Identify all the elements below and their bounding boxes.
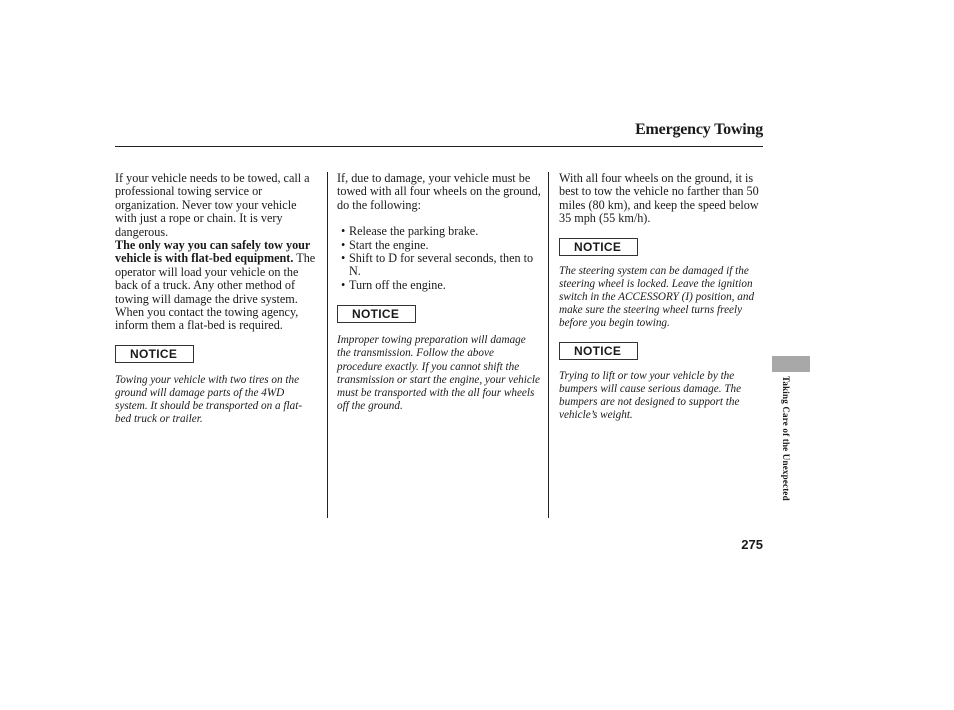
column-divider-2 xyxy=(548,172,549,518)
section-side-label: Taking Care of the Unexpected xyxy=(781,376,791,501)
notice-badge: NOTICE xyxy=(559,238,638,256)
column-3 xyxy=(559,172,765,422)
section-tab-marker xyxy=(772,356,810,372)
notice-badge: NOTICE xyxy=(559,342,638,360)
column-1 xyxy=(115,172,318,427)
header-rule xyxy=(115,146,763,147)
list-item: • Turn off the engine. xyxy=(337,279,541,292)
list-item: • Shift to D for several seconds, then to N. xyxy=(337,252,541,279)
page-number: 275 xyxy=(741,537,763,552)
notice-transmission-text: Improper towing preparation will damage the transmission. Follow the above procedure exactly. If you cannot shift the transmission or start the engine, your vehicle must be transported with the all four wheels off the ground. xyxy=(337,334,540,413)
towing-intro-paragraph: If your vehicle needs to be towed, call a professional towing service or organization. Never tow your vehicle with just a rope or chain. It is very dangerous. xyxy=(115,171,310,239)
page-title: Emergency Towing xyxy=(635,121,763,138)
list-item: • Release the parking brake. xyxy=(337,225,541,238)
column-2 xyxy=(337,172,541,413)
flat-bed-detail: The operator will load your vehicle on the back of a truck. Any other method of towing will damage the drive system. When you contact the towing agency, inform them a flat-bed is required. xyxy=(115,251,316,333)
column-divider-1 xyxy=(327,172,328,518)
notice-bumpers-text: Trying to lift or tow your vehicle by the bumpers will cause serious damage. The bumpers are not designed to support the vehicle’s weight. xyxy=(559,369,742,422)
list-item: • Start the engine. xyxy=(337,239,541,252)
four-wheel-tow-intro: If, due to damage, your vehicle must be towed with all four wheels on the ground, do the following: xyxy=(337,171,541,212)
notice-badge: NOTICE xyxy=(337,305,416,323)
notice-steering-text: The steering system can be damaged if the steering wheel is locked. Leave the ignition switch in the ACCESSORY (I) position, and make sure the steering wheel turns freely before you begin towing. xyxy=(559,264,755,330)
flat-bed-paragraph xyxy=(115,239,318,333)
flat-bed-emphasis: The only way you can safely tow your vehicle is with flat-bed equipment. xyxy=(115,238,311,266)
procedure-list xyxy=(337,225,541,292)
notice-4wd-text: Towing your vehicle with two tires on the ground will damage parts of the 4WD system. It should be transported on a flat-bed truck or trailer. xyxy=(115,373,303,426)
tow-distance-paragraph: With all four wheels on the ground, it is best to tow the vehicle no farther than 50 miles (80 km), and keep the speed below 35 mph (55 km/h). xyxy=(559,171,759,226)
notice-badge: NOTICE xyxy=(115,345,194,363)
